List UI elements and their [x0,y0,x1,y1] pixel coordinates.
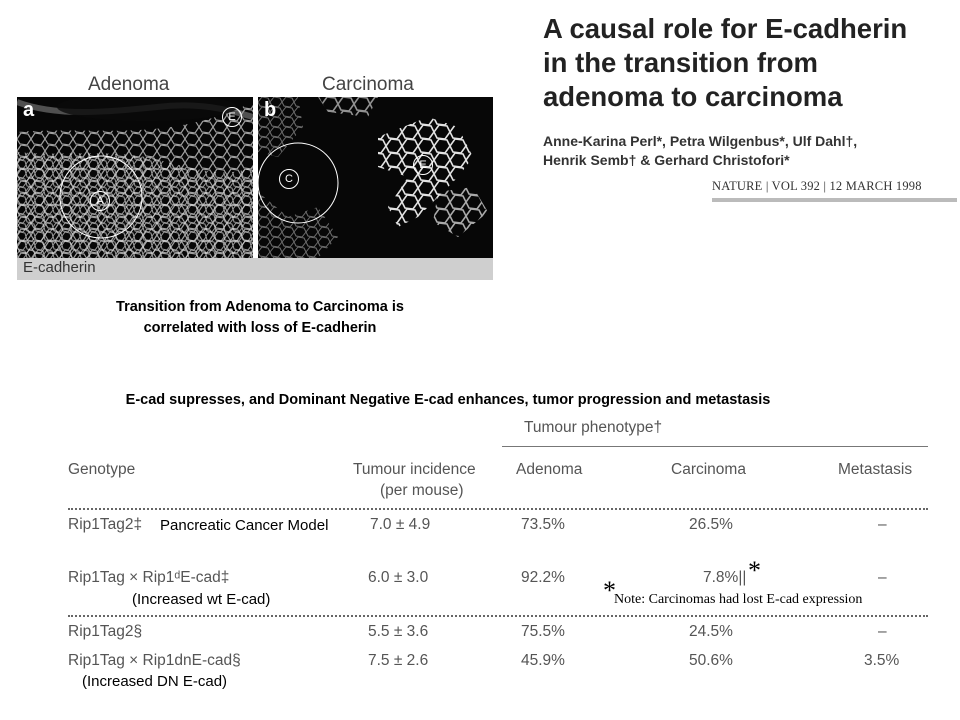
row2-adenoma: 92.2% [521,569,565,586]
note-star-small: * [603,576,616,605]
stain-label: E-cadherin [23,259,96,276]
row4-genotype: Rip1Tag × Rip1dnE-cad§ [68,652,241,669]
row3-carcinoma: 24.5% [689,623,733,640]
paper-title [543,12,953,114]
pancreatic-cancer-model-label: Pancreatic Cancer Model [160,517,329,534]
header-metastasis: Metastasis [838,461,913,478]
increased-dn-ecad-label: (Increased DN E-cad) [82,673,228,690]
header-rule [68,508,928,510]
group-rule [68,615,928,617]
row4-incidence: 7.5 ± 2.6 [368,652,429,669]
carcinoma-column-label: Carcinoma [322,74,414,95]
row1-carcinoma: 26.5% [689,516,733,533]
marker-e-adenoma: E [222,107,242,127]
carcinoma-note: Note: Carcinomas had lost E-cad expression [614,592,863,607]
row3-metastasis: – [878,623,887,640]
paper-title-line2: in the transition from [543,47,818,78]
stain-label-bar [17,258,493,280]
row2-carcinoma: 7.8%|| [703,569,747,586]
header-incidence-line2: (per mouse) [380,482,464,499]
marker-a-adenoma: A [90,191,110,211]
row4-adenoma: 45.9% [521,652,565,669]
row4-carcinoma: 50.6% [689,652,733,669]
paper-title-line1: A causal role for E-cadherin [543,13,908,44]
paper-authors-line1: Anne-Karina Perl*, Petra Wilgenbus*, Ulf Dahl†, [543,133,858,149]
row1-adenoma: 73.5% [521,516,565,533]
figure-caption-line2: correlated with loss of E-cadherin [143,320,377,336]
summary-statement: E-cad supresses, and Dominant Negative E-cad enhances, tumor progression and metastasis [125,392,771,408]
marker-e-carcinoma: E [413,155,433,175]
adenoma-column-label: Adenoma [88,74,170,95]
note-star-large: * [748,556,761,585]
header-genotype: Genotype [68,461,136,478]
row1-genotype: Rip1Tag2‡ [68,516,143,533]
adenoma-cell-image [17,97,253,258]
panel-letter-b: b [264,99,277,121]
row2-genotype: Rip1Tag × Rip1ᵈE-cad‡ [68,569,230,586]
row3-incidence: 5.5 ± 3.6 [368,623,429,640]
panel-letter-a: a [23,99,35,121]
header-incidence-line1: Tumour incidence [353,461,476,478]
increased-wt-ecad-label: (Increased wt E-cad) [132,591,271,608]
row4-metastasis: 3.5% [864,652,900,669]
row2-incidence: 6.0 ± 3.0 [368,569,429,586]
marker-c-carcinoma: C [279,169,299,189]
paper-title-line3: adenoma to carcinoma [543,81,843,112]
tumour-phenotype-header: Tumour phenotype† [524,419,663,436]
row3-adenoma: 75.5% [521,623,565,640]
row2-metastasis: – [878,569,887,586]
row3-genotype: Rip1Tag2§ [68,623,143,640]
adenoma-micrograph [17,97,253,258]
paper-authors-line2: Henrik Semb† & Gerhard Christofori* [543,152,790,168]
header-adenoma: Adenoma [516,461,583,478]
header-carcinoma: Carcinoma [671,461,746,478]
paper-authors [543,132,953,170]
figure-caption-line1: Transition from Adenoma to Carcinoma is [116,299,404,315]
row1-incidence: 7.0 ± 4.9 [370,516,431,533]
row1-metastasis: – [878,516,887,533]
journal-citation: NATURE | VOL 392 | 12 MARCH 1998 [712,179,957,202]
carcinoma-micrograph [258,97,493,258]
phenotype-rule [502,446,928,447]
